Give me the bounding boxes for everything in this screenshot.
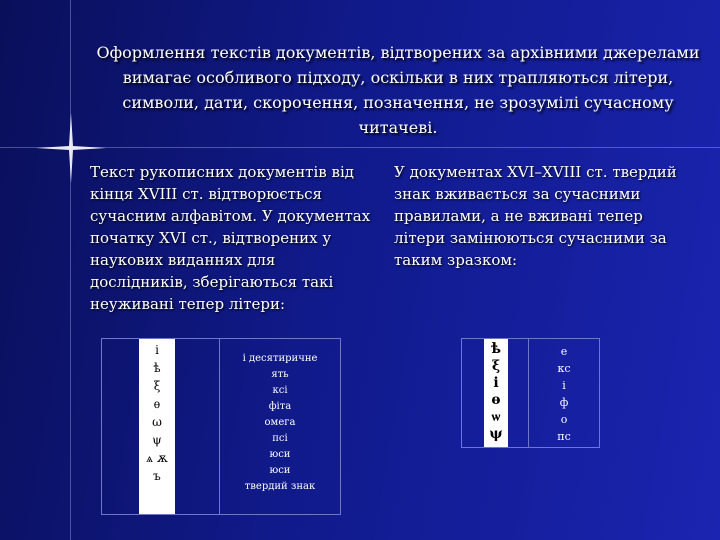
replacement-column [529, 339, 599, 447]
letter-name: твердий знак [244, 481, 316, 492]
replacement-letter: о [560, 413, 568, 426]
letter-name: фіта [268, 401, 292, 412]
decorative-horizontal-line [0, 147, 720, 148]
glyph: і [493, 375, 499, 391]
letter-name: юси [269, 449, 291, 460]
letter-name: псі [272, 433, 288, 444]
glyph-column [139, 339, 175, 514]
glyph: ѳ [491, 392, 501, 408]
intro-paragraph: Оформлення текстів документів, відтворених за архівними джерелами вимагає особливого підходу, оскільки в них трапляються літери, символи, дати, скорочення, позначення, не зрозумілі сучасному читачеві. [96, 43, 700, 137]
replacement-letter: і [562, 379, 566, 392]
replacement-table [461, 338, 600, 448]
glyph: ъ [153, 469, 161, 483]
glyph-column [484, 339, 508, 447]
right-paragraph: У документах XVI–XVIII ст. твердий знак вживається за сучасними правилами, а не вживані тепер літери замінюються сучасними за таким зразком: [394, 163, 677, 269]
table-spacer [508, 339, 529, 447]
glyph: ѣ [153, 361, 161, 375]
glyph: ψ [489, 426, 503, 442]
glyph: ω [152, 415, 162, 429]
replacement-letter: пс [557, 430, 571, 443]
glyph: ξ [153, 379, 161, 393]
glyph: ѣ [491, 341, 501, 357]
left-paragraph: Текст рукописних документів від кінця XVIII ст. відтворюється сучасним алфавітом. У документах початку XVI ст., відтворених у наукових виданнях для дослідників, зберігаються такі неуживані тепер літери: [90, 163, 371, 313]
old-letters-table [101, 338, 341, 515]
letter-name: омега [264, 417, 296, 428]
replacement-letter: е [560, 345, 568, 358]
replacement-letter: ф [559, 396, 569, 409]
glyph: ѧ ѫ [146, 451, 168, 465]
letter-name: і десятиричне [242, 353, 318, 364]
letter-name: ксі [272, 385, 288, 396]
replacement-letter: кс [557, 362, 571, 375]
glyph: і [155, 343, 159, 357]
letter-name: ять [271, 369, 289, 380]
name-column [220, 339, 340, 514]
table-spacer [175, 339, 220, 514]
glyph: ѳ [153, 397, 161, 411]
glyph: ѡ [491, 409, 501, 425]
glyph: ξ [491, 358, 501, 374]
decorative-vertical-line [70, 0, 71, 540]
letter-name: юси [269, 465, 291, 476]
glyph: ψ [152, 433, 162, 447]
